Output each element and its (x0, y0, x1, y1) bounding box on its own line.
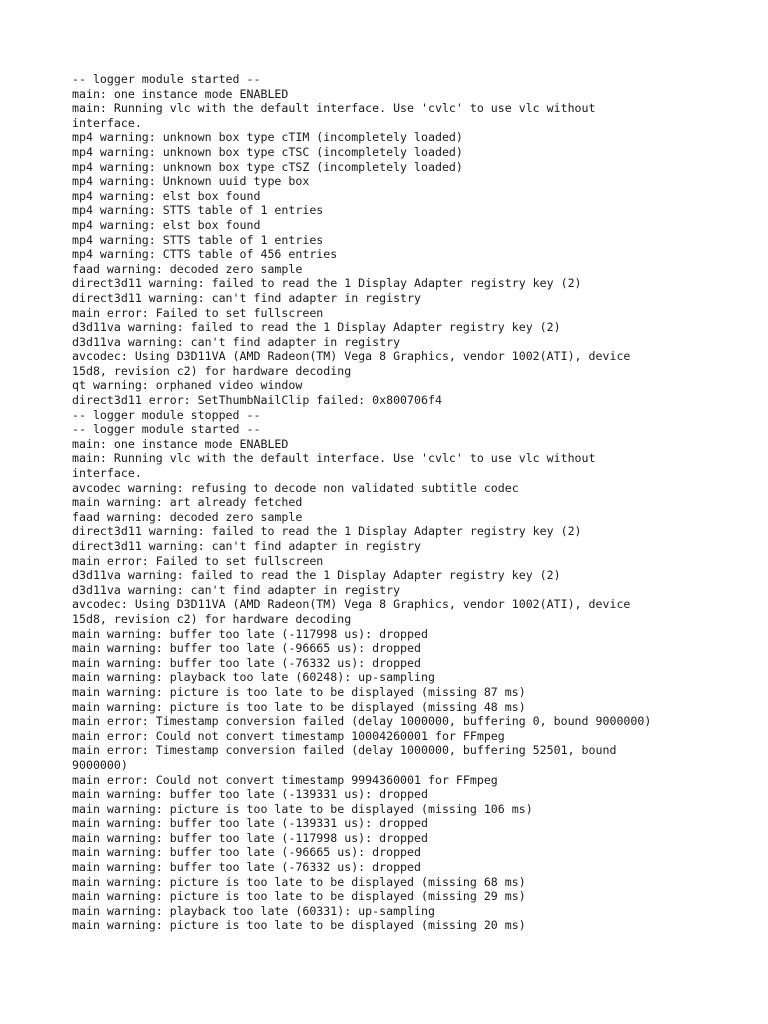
log-line: main warning: picture is too late to be displayed (missing 87 ms) (72, 684, 526, 699)
log-line: faad warning: decoded zero sample (72, 509, 303, 524)
log-line: faad warning: decoded zero sample (72, 261, 303, 276)
log-line: d3d11va warning: failed to read the 1 Display Adapter registry key (2) (72, 568, 561, 583)
log-line: direct3d11 warning: can't find adapter in registry (72, 539, 422, 553)
log-line: mp4 warning: STTS table of 1 entries (72, 203, 324, 218)
log-line: 9000000) (72, 757, 128, 772)
log-line: direct3d11 warning: can't find adapter in registry (72, 290, 422, 305)
log-line: avcodec: Using D3D11VA (AMD Radeon(TM) Vega 8 Graphics, vendor 1002(ATI), device (72, 597, 631, 612)
log-line: main error: Could not convert timestamp 10004260001 for FFmpeg (72, 728, 505, 743)
log-line: mp4 warning: unknown box type cTSC (incompletely loaded) (72, 144, 463, 159)
log-line: -- logger module started -- (72, 422, 261, 437)
log-line: main warning: buffer too late (-139331 us): dropped (72, 816, 428, 831)
log-line: main warning: picture is too late to be displayed (missing 29 ms) (72, 889, 526, 904)
log-line: main warning: playback too late (60331): up-sampling (72, 903, 435, 918)
log-line: main warning: art already fetched (72, 495, 303, 510)
log-line: -- logger module started -- (72, 72, 261, 86)
log-line: interface. (72, 115, 142, 130)
log-line: direct3d11 error: SetThumbNailClip failed: 0x800706f4 (72, 393, 442, 408)
log-line: main: Running vlc with the default interface. Use 'cvlc' to use vlc without (72, 451, 596, 466)
log-line: mp4 warning: STTS table of 1 entries (72, 232, 324, 247)
log-line: main: one instance mode ENABLED (72, 436, 289, 451)
log-line: main warning: picture is too late to be displayed (missing 68 ms) (72, 874, 526, 889)
log-line: direct3d11 warning: failed to read the 1 Display Adapter registry key (2) (72, 276, 582, 291)
log-line: interface. (72, 466, 142, 481)
log-line: qt warning: orphaned video window (72, 378, 303, 393)
log-line: main error: Failed to set fullscreen (72, 553, 324, 568)
log-line: main warning: picture is too late to be displayed (missing 20 ms) (72, 918, 526, 933)
log-line: main error: Timestamp conversion failed (delay 1000000, buffering 0, bound 9000000) (72, 714, 652, 729)
log-line: mp4 warning: Unknown uuid type box (72, 174, 310, 189)
log-line: main error: Failed to set fullscreen (72, 305, 324, 320)
log-line: main warning: picture is too late to be displayed (missing 48 ms) (72, 699, 526, 714)
log-text-block (72, 72, 702, 933)
log-line: main warning: buffer too late (-76332 us): dropped (72, 860, 422, 875)
log-line: -- logger module stopped -- (72, 407, 261, 422)
log-line: main warning: buffer too late (-96665 us): dropped (72, 845, 422, 860)
log-line: main warning: buffer too late (-76332 us): dropped (72, 655, 422, 670)
log-line: d3d11va warning: failed to read the 1 Display Adapter registry key (2) (72, 320, 561, 335)
log-line: direct3d11 warning: failed to read the 1 Display Adapter registry key (2) (72, 524, 582, 539)
log-line: main warning: playback too late (60248): up-sampling (72, 670, 435, 685)
log-line: avcodec: Using D3D11VA (AMD Radeon(TM) Vega 8 Graphics, vendor 1002(ATI), device (72, 349, 631, 364)
log-line: 15d8, revision c2) for hardware decoding (72, 611, 352, 626)
log-line: mp4 warning: CTTS table of 456 entries (72, 247, 338, 262)
log-line: 15d8, revision c2) for hardware decoding (72, 363, 352, 378)
log-line: d3d11va warning: can't find adapter in registry (72, 582, 401, 597)
log-line: main warning: buffer too late (-117998 us): dropped (72, 830, 428, 845)
log-line: main warning: buffer too late (-96665 us): dropped (72, 641, 422, 656)
log-line: mp4 warning: elst box found (72, 217, 261, 232)
log-line: main error: Could not convert timestamp 9994360001 for FFmpeg (72, 772, 498, 787)
log-line: main warning: picture is too late to be displayed (missing 106 ms) (72, 801, 533, 816)
log-line: avcodec warning: refusing to decode non validated subtitle codec (72, 480, 519, 495)
log-line: mp4 warning: unknown box type cTSZ (incompletely loaded) (72, 159, 463, 174)
log-line: main: Running vlc with the default interface. Use 'cvlc' to use vlc without (72, 101, 596, 116)
log-line: main: one instance mode ENABLED (72, 86, 289, 101)
log-line: mp4 warning: unknown box type cTIM (incompletely loaded) (72, 130, 463, 145)
log-line: d3d11va warning: can't find adapter in registry (72, 334, 401, 349)
log-line: mp4 warning: elst box found (72, 188, 261, 203)
log-line: main warning: buffer too late (-139331 us): dropped (72, 787, 428, 802)
log-line: main warning: buffer too late (-117998 us): dropped (72, 626, 428, 641)
log-line: main error: Timestamp conversion failed (delay 1000000, buffering 52501, bound (72, 743, 617, 758)
